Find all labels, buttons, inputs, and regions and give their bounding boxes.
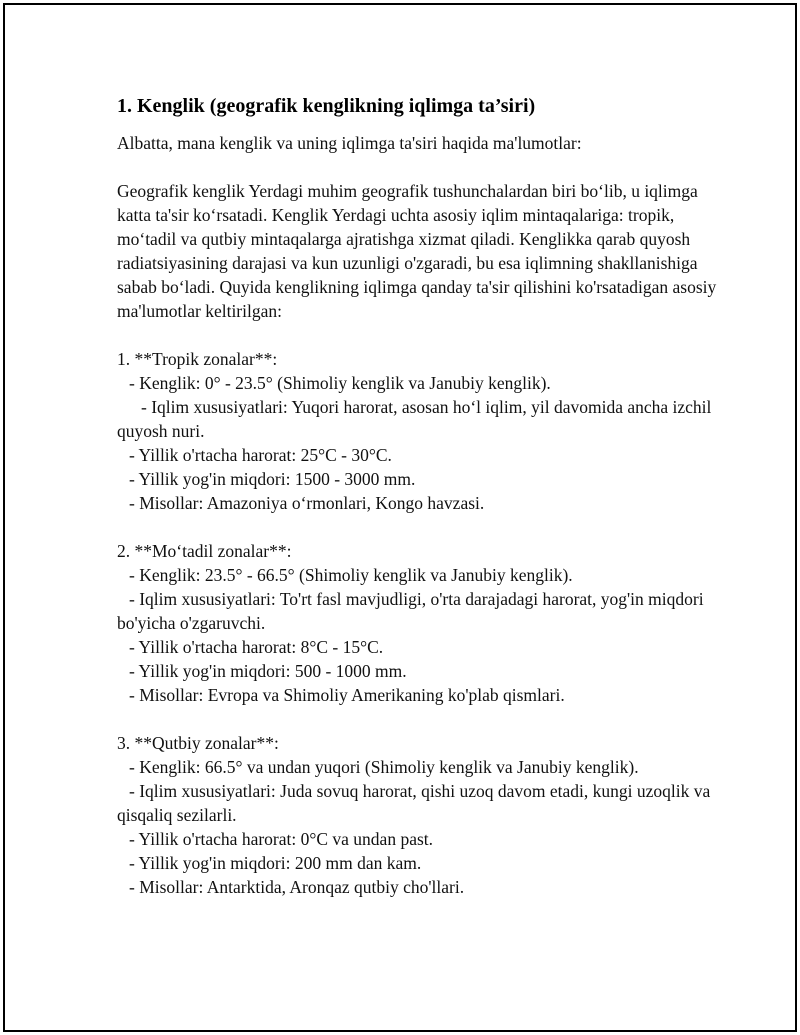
- main-paragraph: Geografik kenglik Yerdagi muhim geografik tushunchalardan biri bo‘lib, u iqlimga katta ta'sir ko‘rsatadi. Kenglik Yerdagi uchta asosiy iqlim mintaqalariga: tropik, mo‘tadil va qutbiy mintaqalarga ajratishga xizmat qiladi. Kenglikka qarab quyosh radiatsiyasining darajasi va kun uzunligi o'zgaradi, bu esa iqlimning shakllanishiga sabab bo‘ladi. Quyida kenglikning iqlimga qanday ta'sir qilishini ko'rsatadigan asosiy ma'lumotlar keltirilgan:: [117, 181, 717, 321]
- document-heading: 1. Kenglik (geografik kenglikning iqlimga ta’siri): [117, 95, 536, 117]
- section-motadil: [117, 539, 717, 707]
- list-item: - Misollar: Antarktida, Aronqaz qutbiy cho'llari.: [129, 877, 465, 897]
- list-item: - Misollar: Amazoniya o‘rmonlari, Kongo havzasi.: [129, 493, 485, 513]
- list-item: - Yillik o'rtacha harorat: 0°C va undan past.: [129, 829, 434, 849]
- list-item: - Yillik o'rtacha harorat: 8°C - 15°C.: [129, 637, 384, 657]
- section-title: 2. **Mo‘tadil zonalar**:: [117, 541, 292, 561]
- section-tropik: [117, 347, 717, 515]
- list-item: - Iqlim xususiyatlari: Yuqori harorat, asosan ho‘l iqlim, yil davomida ancha izchil quyosh nuri.: [117, 397, 712, 441]
- list-item: - Yillik o'rtacha harorat: 25°C - 30°C.: [129, 445, 392, 465]
- intro-line: Albatta, mana kenglik va uning iqlimga ta'siri haqida ma'lumotlar:: [117, 133, 582, 153]
- document-body: [117, 93, 717, 923]
- list-item: - Kenglik: 66.5° va undan yuqori (Shimoliy kenglik va Janubiy kenglik).: [129, 757, 639, 777]
- list-item: - Kenglik: 0° - 23.5° (Shimoliy kenglik va Janubiy kenglik).: [129, 373, 551, 393]
- list-item: - Yillik yog'in miqdori: 200 mm dan kam.: [129, 853, 422, 873]
- list-item: - Misollar: Evropa va Shimoliy Amerikaning ko'plab qismlari.: [129, 685, 565, 705]
- list-item: - Yillik yog'in miqdori: 500 - 1000 mm.: [129, 661, 407, 681]
- list-item: - Iqlim xususiyatlari: Juda sovuq harorat, qishi uzoq davom etadi, kungi uzoqlik va qisqaliq sezilarli.: [117, 781, 711, 825]
- list-item: - Iqlim xususiyatlari: To'rt fasl mavjudligi, o'rta darajadagi harorat, yog'in miqdori bo'yicha o'zgaruvchi.: [117, 589, 704, 633]
- list-item: - Kenglik: 23.5° - 66.5° (Shimoliy kenglik va Janubiy kenglik).: [129, 565, 573, 585]
- section-title: 3. **Qutbiy zonalar**:: [117, 733, 279, 753]
- section-title: 1. **Tropik zonalar**:: [117, 349, 278, 369]
- list-item: - Yillik yog'in miqdori: 1500 - 3000 mm.: [129, 469, 416, 489]
- section-qutbiy: [117, 731, 717, 899]
